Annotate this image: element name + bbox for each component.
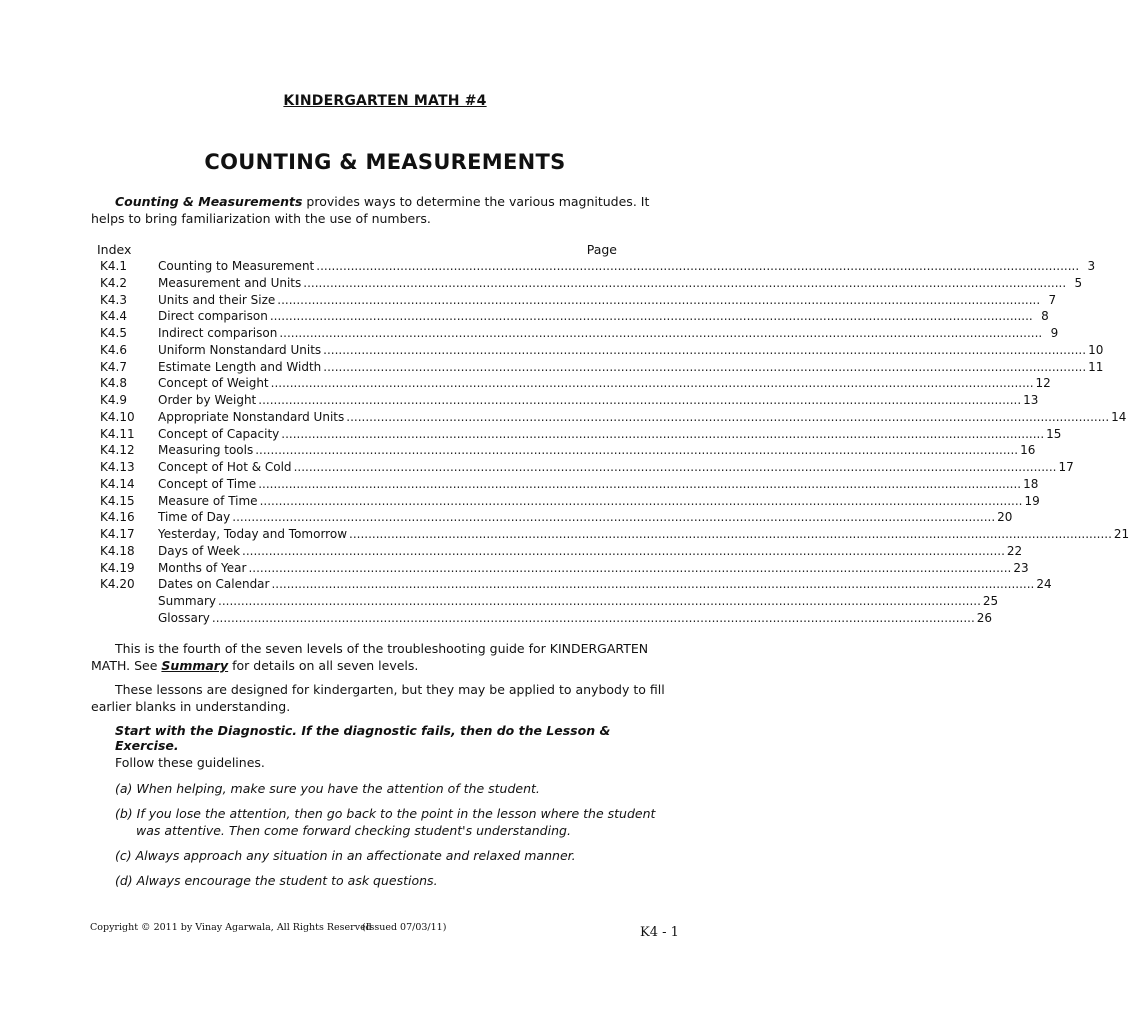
- lessons-text: These lessons are designed for kindergarten, but they may be applied to anybody to fill earlier blanks in understanding.: [91, 682, 665, 714]
- toc-entry: [158, 342, 1104, 359]
- toc-code: K4.14: [100, 476, 135, 491]
- toc-page: 23: [1013, 560, 1029, 575]
- toc-row: [97, 459, 1074, 476]
- toc-index-label: Index: [97, 242, 132, 257]
- toc-code: K4.12: [100, 443, 135, 458]
- toc-entry: [158, 576, 1052, 593]
- guidelines-list: [115, 780, 675, 897]
- toc-page: 9: [1050, 326, 1059, 340]
- toc-row: [97, 258, 1096, 275]
- toc-title: Indirect comparison: [158, 326, 278, 340]
- intro-paragraph: [91, 193, 681, 227]
- toc-code: K4.10: [100, 409, 135, 424]
- guideline-item: (c) Always approach any situation in an affectionate and relaxed manner.: [115, 848, 576, 863]
- summary-reference: Summary: [161, 658, 229, 673]
- levels-paragraph: [91, 640, 671, 674]
- toc-entry: [158, 442, 1036, 459]
- toc-row: [97, 292, 1057, 309]
- toc-entry: [158, 560, 1029, 577]
- toc-title: Uniform Nonstandard Units: [158, 342, 322, 357]
- toc-title: Dates on Calendar: [158, 577, 270, 592]
- levels-tail: for details on all seven levels.: [228, 658, 419, 673]
- toc-page: 20: [997, 510, 1013, 525]
- toc-page: 10: [1088, 342, 1104, 357]
- toc-leader-dots: ........................................................................................................................................................................................................: [279, 326, 1043, 340]
- toc-row: [97, 593, 999, 610]
- toc-leader-dots: ........................................................................................................................................................................................................: [242, 543, 1005, 558]
- toc-code: K4.15: [100, 493, 135, 508]
- toc-title: Glossary: [158, 610, 210, 625]
- toc-row: [97, 392, 1039, 409]
- levels-text: This is the fourth of the seven levels of the troubleshooting guide for KINDERGARTEN MATH. See: [91, 641, 649, 673]
- intro-text: provides ways to determine the various magnitudes. It helps to bring familiarization with the use of numbers.: [91, 194, 650, 226]
- toc-page: 12: [1035, 376, 1051, 391]
- table-of-contents: [97, 258, 1129, 627]
- toc-row: [97, 543, 1023, 560]
- toc-entry: [158, 593, 999, 610]
- toc-entry: [158, 325, 1059, 342]
- toc-code: K4.18: [100, 543, 135, 558]
- toc-entry: [158, 308, 1049, 325]
- toc-row: [97, 476, 1039, 493]
- toc-entry: [158, 493, 1040, 510]
- toc-leader-dots: ........................................................................................................................................................................................................: [349, 527, 1112, 541]
- toc-code: K4.3: [100, 292, 127, 307]
- toc-page: 13: [1023, 393, 1039, 407]
- toc-leader-dots: ........................................................................................................................................................................................................: [232, 510, 996, 525]
- toc-entry: [158, 426, 1062, 443]
- toc-leader-dots: ........................................................................................................................................................................................................: [270, 376, 1034, 391]
- toc-row: [97, 509, 1013, 526]
- toc-code: K4.17: [100, 527, 135, 541]
- toc-leader-dots: ........................................................................................................................................................................................................: [281, 426, 1045, 441]
- lessons-paragraph: [91, 681, 671, 715]
- toc-leader-dots: ........................................................................................................................................................................................................: [271, 577, 1035, 592]
- toc-entry: [158, 409, 1127, 426]
- toc-title: Months of Year: [158, 560, 247, 575]
- toc-page: 14: [1111, 409, 1127, 424]
- toc-entry: [158, 476, 1039, 493]
- toc-code: K4.16: [100, 510, 135, 525]
- toc-row: [97, 610, 993, 627]
- guideline-item: (b) If you lose the attention, then go back to the point in the lesson where the student was attentive. Then come forward checking student's understanding.: [115, 806, 656, 838]
- toc-row: [97, 409, 1127, 426]
- toc-title: Counting to Measurement: [158, 259, 315, 273]
- toc-title: Appropriate Nonstandard Units: [158, 409, 345, 424]
- toc-code: K4.8: [100, 376, 127, 391]
- toc-leader-dots: ........................................................................................................................................................................................................: [303, 275, 1067, 290]
- toc-row: [97, 359, 1104, 376]
- toc-code: K4.4: [100, 309, 127, 324]
- toc-page: 24: [1036, 577, 1052, 592]
- toc-page: 21: [1113, 527, 1129, 541]
- toc-page: 18: [1023, 476, 1039, 491]
- toc-leader-dots: ........................................................................................................................................................................................................: [258, 393, 1022, 407]
- toc-page: 3: [1087, 259, 1096, 273]
- toc-entry: [158, 258, 1096, 275]
- toc-leader-dots: ........................................................................................................................................................................................................: [346, 409, 1110, 424]
- toc-entry: [158, 359, 1104, 376]
- toc-leader-dots: ........................................................................................................................................................................................................: [258, 476, 1022, 491]
- toc-code: K4.1: [100, 259, 127, 273]
- toc-title: Estimate Length and Width: [158, 359, 322, 374]
- toc-title: Days of Week: [158, 543, 241, 558]
- toc-title: Yesterday, Today and Tomorrow: [158, 527, 348, 541]
- toc-leader-dots: ........................................................................................................................................................................................................: [248, 560, 1012, 575]
- toc-code: K4.2: [100, 275, 127, 290]
- toc-entry: [158, 292, 1057, 309]
- toc-row: [97, 442, 1036, 459]
- toc-page: 22: [1006, 543, 1023, 558]
- toc-code: K4.5: [100, 326, 127, 340]
- toc-page: 15: [1046, 426, 1062, 441]
- toc-row: [97, 426, 1062, 443]
- follow-guidelines: Follow these guidelines.: [115, 755, 265, 770]
- toc-title: Time of Day: [158, 510, 231, 525]
- toc-title: Concept of Capacity: [158, 426, 280, 441]
- toc-code: K4.20: [100, 577, 135, 592]
- toc-code: K4.13: [100, 460, 135, 474]
- toc-page: 25: [982, 594, 999, 608]
- toc-title: Order by Weight: [158, 393, 257, 407]
- toc-page: 17: [1058, 460, 1074, 474]
- toc-entry: [158, 392, 1039, 409]
- toc-row: [97, 275, 1083, 292]
- toc-page: 8: [1041, 309, 1049, 324]
- toc-entry: [158, 375, 1051, 392]
- toc-title: Measure of Time: [158, 493, 258, 508]
- toc-leader-dots: ........................................................................................................................................................................................................: [323, 342, 1087, 357]
- toc-page: 19: [1024, 493, 1040, 508]
- toc-title: Summary: [158, 594, 216, 608]
- intro-emphasis: Counting & Measurements: [115, 194, 303, 209]
- toc-page: 11: [1088, 359, 1104, 374]
- toc-row: [97, 526, 1129, 543]
- toc-code: K4.19: [100, 560, 135, 575]
- toc-leader-dots: ........................................................................................................................................................................................................: [293, 460, 1057, 474]
- toc-leader-dots: ........................................................................................................................................................................................................: [323, 359, 1087, 374]
- toc-row: [97, 342, 1104, 359]
- toc-leader-dots: ........................................................................................................................................................................................................: [277, 292, 1041, 307]
- document-title: COUNTING & MEASUREMENTS: [204, 150, 566, 174]
- toc-code: K4.9: [100, 393, 127, 407]
- toc-title: Direct comparison: [158, 309, 268, 324]
- toc-title: Concept of Time: [158, 476, 257, 491]
- toc-page-label: Page: [586, 242, 617, 257]
- toc-title: Concept of Weight: [158, 376, 269, 391]
- toc-row: [97, 375, 1051, 392]
- toc-leader-dots: ........................................................................................................................................................................................................: [269, 309, 1033, 324]
- page-number: K4 - 1: [640, 925, 679, 940]
- toc-title: Units and their Size: [158, 292, 276, 307]
- toc-leader-dots: ........................................................................................................................................................................................................: [316, 259, 1080, 273]
- toc-leader-dots: ........................................................................................................................................................................................................: [259, 493, 1023, 508]
- toc-row: [97, 325, 1059, 342]
- toc-title: Measurement and Units: [158, 275, 302, 290]
- toc-entry: [158, 509, 1013, 526]
- toc-title: Measuring tools: [158, 443, 254, 458]
- toc-row: [97, 493, 1040, 510]
- copyright-notice: Copyright © 2011 by Vinay Agarwala, All Rights Reserved: [90, 922, 372, 933]
- toc-leader-dots: ........................................................................................................................................................................................................: [218, 594, 981, 608]
- toc-row: [97, 560, 1029, 577]
- toc-leader-dots: ........................................................................................................................................................................................................: [211, 610, 975, 625]
- start-instruction: Start with the Diagnostic. If the diagnostic fails, then do the Lesson & Exercise.: [115, 723, 611, 753]
- toc-entry: [158, 526, 1129, 543]
- toc-leader-dots: ........................................................................................................................................................................................................: [255, 443, 1019, 458]
- toc-page: 26: [976, 610, 993, 625]
- toc-page: 16: [1020, 443, 1036, 458]
- toc-entry: [158, 459, 1074, 476]
- toc-code: K4.7: [100, 359, 127, 374]
- toc-page: 5: [1074, 275, 1083, 290]
- toc-code: K4.11: [100, 426, 135, 441]
- toc-page: 7: [1048, 292, 1057, 307]
- toc-row: [97, 576, 1052, 593]
- toc-title: Concept of Hot & Cold: [158, 460, 292, 474]
- toc-entry: [158, 610, 993, 627]
- toc-code: K4.6: [100, 342, 127, 357]
- guideline-item: (a) When helping, make sure you have the attention of the student.: [115, 781, 540, 796]
- toc-row: [97, 308, 1049, 325]
- toc-entry: [158, 275, 1083, 292]
- document-subtitle: KINDERGARTEN MATH #4: [283, 93, 487, 109]
- issued-date: (Issued 07/03/11): [362, 922, 447, 933]
- guideline-item: (d) Always encourage the student to ask questions.: [115, 873, 438, 888]
- toc-entry: [158, 543, 1023, 560]
